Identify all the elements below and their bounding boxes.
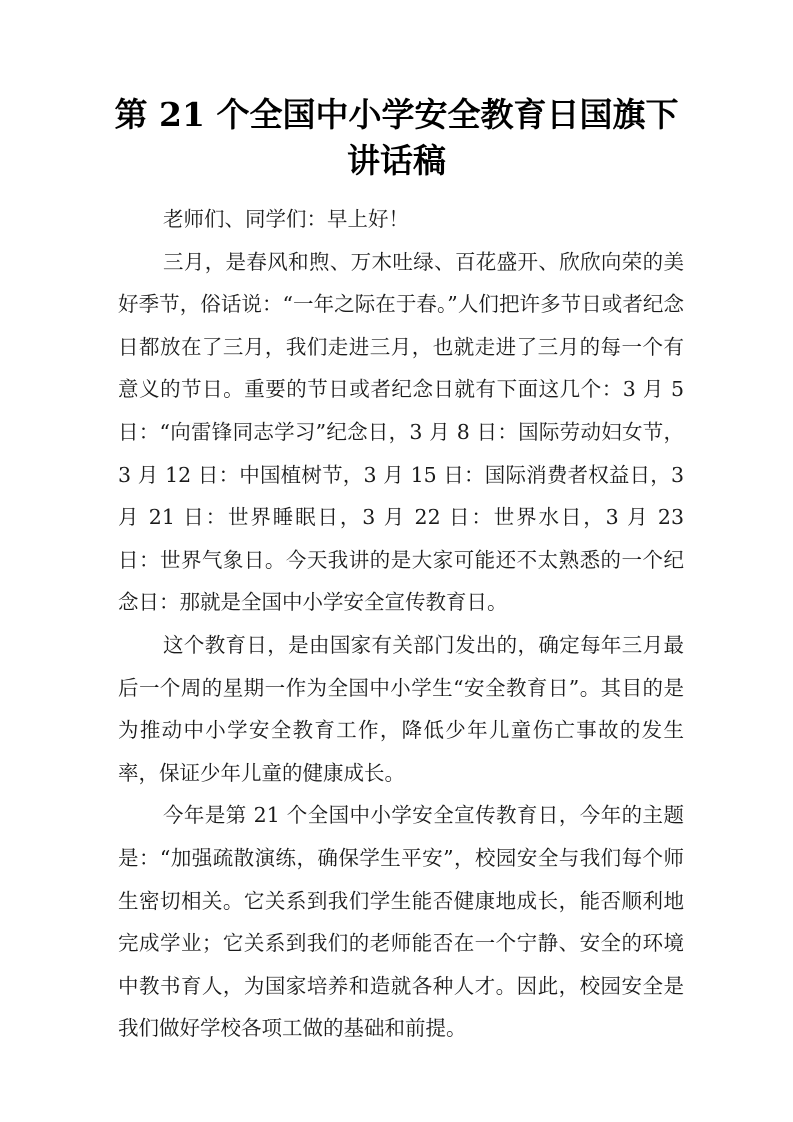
title-line-2: 讲话稿 xyxy=(347,141,446,180)
document-title xyxy=(100,92,693,184)
greeting-paragraph: 老师们、同学们：早上好！ xyxy=(163,207,409,231)
this-year-theme-paragraph: 今年是第 21 个全国中小学安全宣传教育日，今年的主题是：“加强疏散演练，确保学生平安”，校园安全与我们每个师生密切相关。它关系到我们学生能否健康地成长，能否顺利地完成学业；它关系到我们的老师能否在一个宁静、安全的环境中教书育人，为国家培养和造就各种人才。因此，校园安全是我们做好学校各项工做的基础和前提。 xyxy=(118,803,684,1041)
education-day-origin-paragraph: 这个教育日，是由国家有关部门发出的，确定每年三月最后一个周的星期一作为全国中小学生“安全教育日”。其目的是为推动中小学安全教育工作，降低少年儿童伤亡事故的发生率，保证少年儿童的健康成长。 xyxy=(118,632,684,785)
march-holidays-paragraph: 三月，是春风和煦、万木吐绿、百花盛开、欣欣向荣的美好季节，俗话说：“一年之际在于春。”人们把许多节日或者纪念日都放在了三月，我们走进三月，也就走进了三月的每一个有意义的节日。重要的节日或者纪念日就有下面这几个：3 月 5 日：“向雷锋同志学习”纪念日，3 月 8 日：国际劳动妇女节，3 月 12 日：中国植树节，3 月 15 日：国际消费者权益日，3 月 21 日：世界睡眠日，3 月 22 日：世界水日，3 月 23 日：世界气象日。今天我讲的是大家可能还不太熟悉的一个纪念日：那就是全国中小学安全宣传教育日。 xyxy=(118,249,684,615)
title-line-1: 第 21 个全国中小学安全教育日国旗下 xyxy=(114,95,679,134)
document-body xyxy=(118,198,684,1050)
